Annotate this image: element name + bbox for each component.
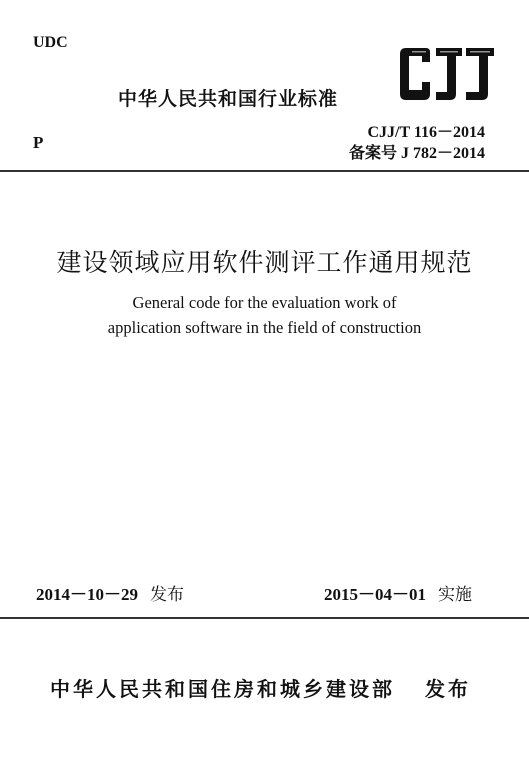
title-english-line-2: application software in the field of construction: [107, 318, 422, 337]
top-divider: [0, 170, 529, 172]
effective-date: 2015－04－01: [324, 585, 426, 604]
record-number: 备案号 J 782－2014: [348, 145, 485, 162]
issue-label: 发布: [150, 585, 184, 605]
udc-label: UDC: [33, 34, 68, 51]
cjj-logo: [396, 44, 498, 104]
issue-date-block: [36, 580, 184, 605]
effective-date-block: [324, 580, 472, 605]
effective-label: 实施: [438, 585, 472, 605]
issuer-action: 发布: [425, 677, 471, 701]
standard-code: CJJ/T 116－2014: [367, 124, 485, 141]
bottom-divider: [0, 617, 529, 619]
issuer-name: 中华人民共和国住房和城乡建设部: [50, 677, 395, 701]
title-english: [0, 290, 529, 340]
classification-code: P: [33, 133, 44, 152]
issue-date: 2014－10－29: [36, 585, 138, 604]
standard-class-label: 中华人民共和国行业标准: [118, 88, 339, 110]
title-chinese: 建设领域应用软件测评工作通用规范: [56, 248, 473, 277]
title-english-line-1: General code for the evaluation work of: [132, 293, 397, 312]
